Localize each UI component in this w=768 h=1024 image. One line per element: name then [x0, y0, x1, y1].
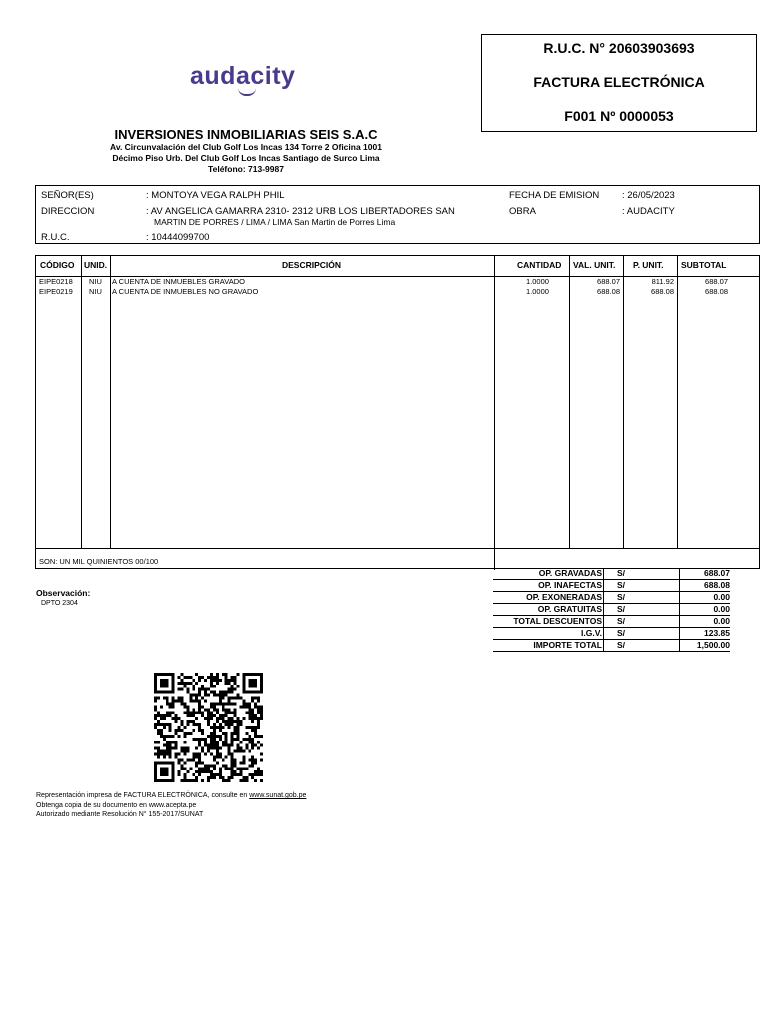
total-igv: I.G.V. S/ 123.85 — [493, 628, 730, 640]
logo-swoosh — [238, 88, 256, 96]
total-op-gratuitas: OP. GRATUITAS S/ 0.00 — [493, 604, 730, 616]
company-info — [30, 127, 462, 175]
row-2-descripcion: A CUENTA DE INMUEBLES NO GRAVADO — [112, 287, 259, 296]
qr-code — [154, 673, 263, 782]
total-descuentos: TOTAL DESCUENTOS S/ 0.00 — [493, 616, 730, 628]
row-1-val-unit: 688.07 — [597, 277, 620, 286]
row-1-subtotal: 688.07 — [705, 277, 728, 286]
row-2-p-unit: 688.08 — [651, 287, 674, 296]
fecha-label: FECHA DE EMISION — [509, 190, 600, 201]
ruc-number: R.U.C. N° 20603903693 — [543, 40, 695, 56]
header-descripcion: DESCRIPCIÓN — [282, 260, 342, 270]
header-val-unit: VAL. UNIT. — [573, 260, 616, 270]
header-codigo: CÓDIGO — [40, 260, 75, 270]
direccion-label: DIRECCION — [41, 206, 95, 217]
senor-value: : MONTOYA VEGA RALPH PHIL — [146, 190, 285, 201]
document-type: FACTURA ELECTRÓNICA — [533, 74, 705, 90]
direccion-value-2: MARTIN DE PORRES / LIMA / LIMA San Martin de Porres Lima — [154, 217, 396, 227]
row-1-codigo: EIPE0218 — [39, 277, 73, 286]
obra-label: OBRA — [509, 206, 536, 217]
ruc-label: R.U.C. — [41, 232, 70, 243]
invoice-number: F001 Nº 0000053 — [564, 108, 674, 124]
amount-in-words: SON: UN MIL QUINIENTOS 00/100 — [39, 557, 159, 566]
header-cantidad: CANTIDAD — [517, 260, 562, 270]
company-logo: audacity — [190, 62, 296, 90]
row-1-cantidad: 1.0000 — [526, 277, 549, 286]
sunat-link[interactable]: www.sunat.gob.pe — [249, 792, 307, 799]
header-subtotal: SUBTOTAL — [681, 260, 727, 270]
header-p-unit: P. UNIT. — [633, 260, 664, 270]
observacion-value: DPTO 2304 — [41, 600, 78, 607]
footer-line-3: Autorizado mediante Resolución N° 155-2017/SUNAT — [36, 811, 204, 818]
row-2-unid: NIU — [89, 287, 102, 296]
total-importe: IMPORTE TOTAL S/ 1,500.00 — [493, 640, 730, 652]
ruc-box — [481, 34, 757, 132]
company-address-1: Av. Circunvalación del Club Golf Los Incas 134 Torre 2 Oficina 1001 — [110, 142, 382, 152]
observacion-label: Observación: — [36, 588, 91, 598]
senor-label: SEÑOR(ES) — [41, 190, 94, 201]
footer-line-1: Representación impresa de FACTURA ELECTRÓNICA, consulte en www.sunat.gob.pe — [36, 792, 307, 799]
row-2-subtotal: 688.08 — [705, 287, 728, 296]
row-1-descripcion: A CUENTA DE INMUEBLES GRAVADO — [112, 277, 245, 286]
header-unid: UNID. — [84, 260, 108, 270]
row-1-unid: NIU — [89, 277, 102, 286]
row-2-codigo: EIPE0219 — [39, 287, 73, 296]
company-address-2: Décimo Piso Urb. Del Club Golf Los Incas Santiago de Surco Lima — [112, 153, 380, 163]
row-2-cantidad: 1.0000 — [526, 287, 549, 296]
footer-line-2: Obtenga copia de su documento en www.acepta.pe — [36, 801, 197, 809]
total-op-gravadas: OP. GRAVADAS S/ 688.07 — [493, 568, 730, 580]
client-box — [35, 185, 760, 244]
footer-notes — [36, 791, 306, 820]
total-op-inafectas: OP. INAFECTAS S/ 688.08 — [493, 580, 730, 592]
fecha-value: : 26/05/2023 — [622, 190, 675, 201]
ruc-value: : 10444099700 — [146, 232, 210, 243]
direccion-value-1: : AV ANGELICA GAMARRA 2310- 2312 URB LOS LIBERTADORES SAN — [146, 206, 455, 217]
company-phone: Teléfono: 713-9987 — [208, 164, 284, 174]
company-name: INVERSIONES INMOBILIARIAS SEIS S.A.C — [114, 127, 378, 142]
row-1-p-unit: 811.92 — [651, 277, 674, 286]
items-table — [35, 255, 760, 569]
obra-value: : AUDACITY — [622, 206, 675, 217]
row-2-val-unit: 688.08 — [597, 287, 620, 296]
total-op-exoneradas: OP. EXONERADAS S/ 0.00 — [493, 592, 730, 604]
